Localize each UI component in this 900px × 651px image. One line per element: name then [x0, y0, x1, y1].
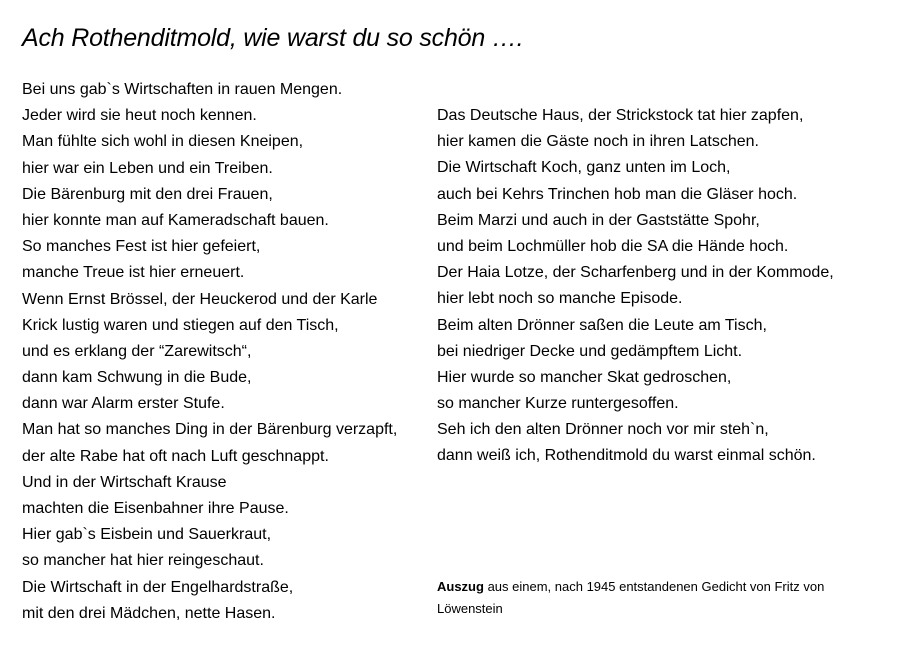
poem-line: so mancher hat hier reingeschaut. [22, 552, 264, 570]
footnote-label: Auszug [437, 579, 484, 594]
poem-right-column [437, 103, 834, 470]
poem-line: hier war ein Leben und ein Treiben. [22, 159, 273, 177]
poem-line: Krick lustig waren und stiegen auf den Tisch, [22, 316, 339, 334]
poem-left-column [22, 77, 397, 627]
poem-line: machten die Eisenbahner ihre Pause. [22, 500, 289, 517]
poem-line: hier konnte man auf Kameradschaft bauen. [22, 211, 329, 229]
poem-line: Jeder wird sie heut noch kennen. [22, 107, 257, 125]
poem-line: dann war Alarm erster Stufe. [22, 395, 225, 413]
poem-line: so mancher Kurze runtergesoffen. [437, 395, 679, 413]
poem-line: Beim Marzi und auch in der Gaststätte Spohr, [437, 211, 760, 229]
poem-line: Hier gab`s Eisbein und Sauerkraut, [22, 526, 272, 544]
poem-line: Die Wirtschaft Koch, ganz unten im Loch, [437, 159, 731, 177]
page-title: Ach Rothenditmold, wie warst du so schön …. [22, 24, 524, 52]
source-footnote [437, 576, 887, 620]
poem-line: hier kamen die Gäste noch in ihren Latschen. [437, 133, 759, 151]
poem-line: Und in der Wirtschaft Krause [22, 473, 227, 491]
poem-line: Seh ich den alten Drönner noch vor mir steh`n, [437, 421, 769, 439]
poem-line: und beim Lochmüller hob die SA die Hände hoch. [437, 237, 789, 255]
poem-line: Die Wirtschaft in der Engelhardstraße, [22, 578, 294, 596]
poem-line: bei niedriger Decke und gedämpftem Licht. [437, 342, 743, 360]
poem-line: Die Bärenburg mit den drei Frauen, [22, 185, 273, 203]
poem-line: manche Treue ist hier erneuert. [22, 264, 245, 282]
footnote-text: aus einem, nach 1945 entstandenen Gedicht von Fritz von Löwenstein [437, 579, 825, 616]
poem-line: Man fühlte sich wohl in diesen Kneipen, [22, 133, 304, 151]
poem-line: Man hat so manches Ding in der Bärenburg verzapft, [22, 421, 398, 439]
poem-line: Hier wurde so mancher Skat gedroschen, [437, 368, 732, 386]
poem-line: hier lebt noch so manche Episode. [437, 290, 683, 308]
poem-line: Der Haia Lotze, der Scharfenberg und in der Kommode, [437, 264, 834, 282]
poem-line: der alte Rabe hat oft nach Luft geschnappt. [22, 447, 329, 465]
poem-line: dann weiß ich, Rothenditmold du warst einmal schön. [437, 447, 816, 465]
poem-line: Das Deutsche Haus, der Strickstock tat hier zapfen, [437, 107, 804, 124]
poem-line: So manches Fest ist hier gefeiert, [22, 238, 261, 256]
poem-line: Wenn Ernst Brössel, der Heuckerod und der Karle [22, 290, 378, 308]
poem-line: mit den drei Mädchen, nette Hasen. [22, 604, 276, 622]
poem-line: Bei uns gab`s Wirtschaften in rauen Mengen. [22, 81, 343, 98]
poem-line: Beim alten Drönner saßen die Leute am Tisch, [437, 316, 767, 334]
poem-line: dann kam Schwung in die Bude, [22, 369, 252, 387]
poem-line: auch bei Kehrs Trinchen hob man die Gläser hoch. [437, 185, 798, 203]
poem-line: und es erklang der “Zarewitsch“, [22, 342, 252, 360]
